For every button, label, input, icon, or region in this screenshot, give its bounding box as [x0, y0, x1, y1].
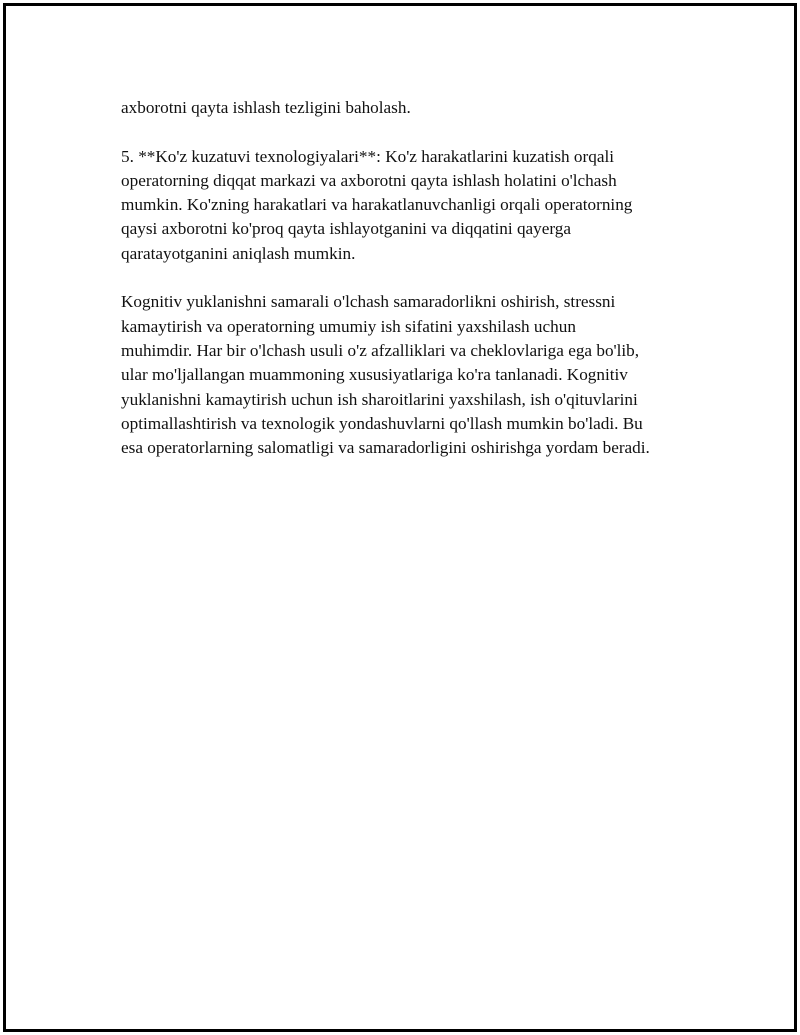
- paragraph-conclusion: [121, 290, 706, 460]
- text-line: qaysi axborotni ko'proq qayta ishlayotganini va diqqatini qayerga: [121, 219, 572, 239]
- text-line: 5. **Ko'z kuzatuvi texnologiyalari**: Ko'z harakatlarini kuzatish orqali: [121, 146, 615, 166]
- text-line: kamaytirish va operatorning umumiy ish sifatini yaxshilash uchun: [121, 316, 576, 336]
- text-line: Kognitiv yuklanishni samarali o'lchash samaradorlikni oshirish, stressni: [121, 292, 616, 312]
- paragraph-continuation: [121, 96, 706, 120]
- text-line: optimallashtirish va texnologik yondashuvlarni qo'llash mumkin bo'ladi. Bu: [121, 413, 643, 433]
- text-line: esa operatorlarning salomatligi va samaradorligini oshirishga yordam beradi.: [121, 438, 650, 458]
- text-line: muhimdir. Har bir o'lchash usuli o'z afzalliklari va cheklovlariga ega bo'lib,: [121, 340, 640, 360]
- page-frame: [3, 3, 797, 1032]
- text-line: axborotni qayta ishlash tezligini baholash.: [121, 98, 411, 117]
- text-line: yuklanishni kamaytirish uchun ish sharoitlarini yaxshilash, ish o'qituvlarini: [121, 389, 638, 409]
- text-line: ular mo'ljallangan muammoning xususiyatlariga ko'ra tanlanadi. Kognitiv: [121, 365, 628, 385]
- page-content: [121, 96, 706, 460]
- text-line: operatorning diqqat markazi va axborotni qayta ishlash holatini o'lchash: [121, 170, 617, 190]
- paragraph-eye-tracking: [121, 145, 706, 266]
- text-line: qaratayotganini aniqlash mumkin.: [121, 243, 356, 263]
- text-line: mumkin. Ko'zning harakatlari va harakatlanuvchanligi orqali operatorning: [121, 195, 633, 215]
